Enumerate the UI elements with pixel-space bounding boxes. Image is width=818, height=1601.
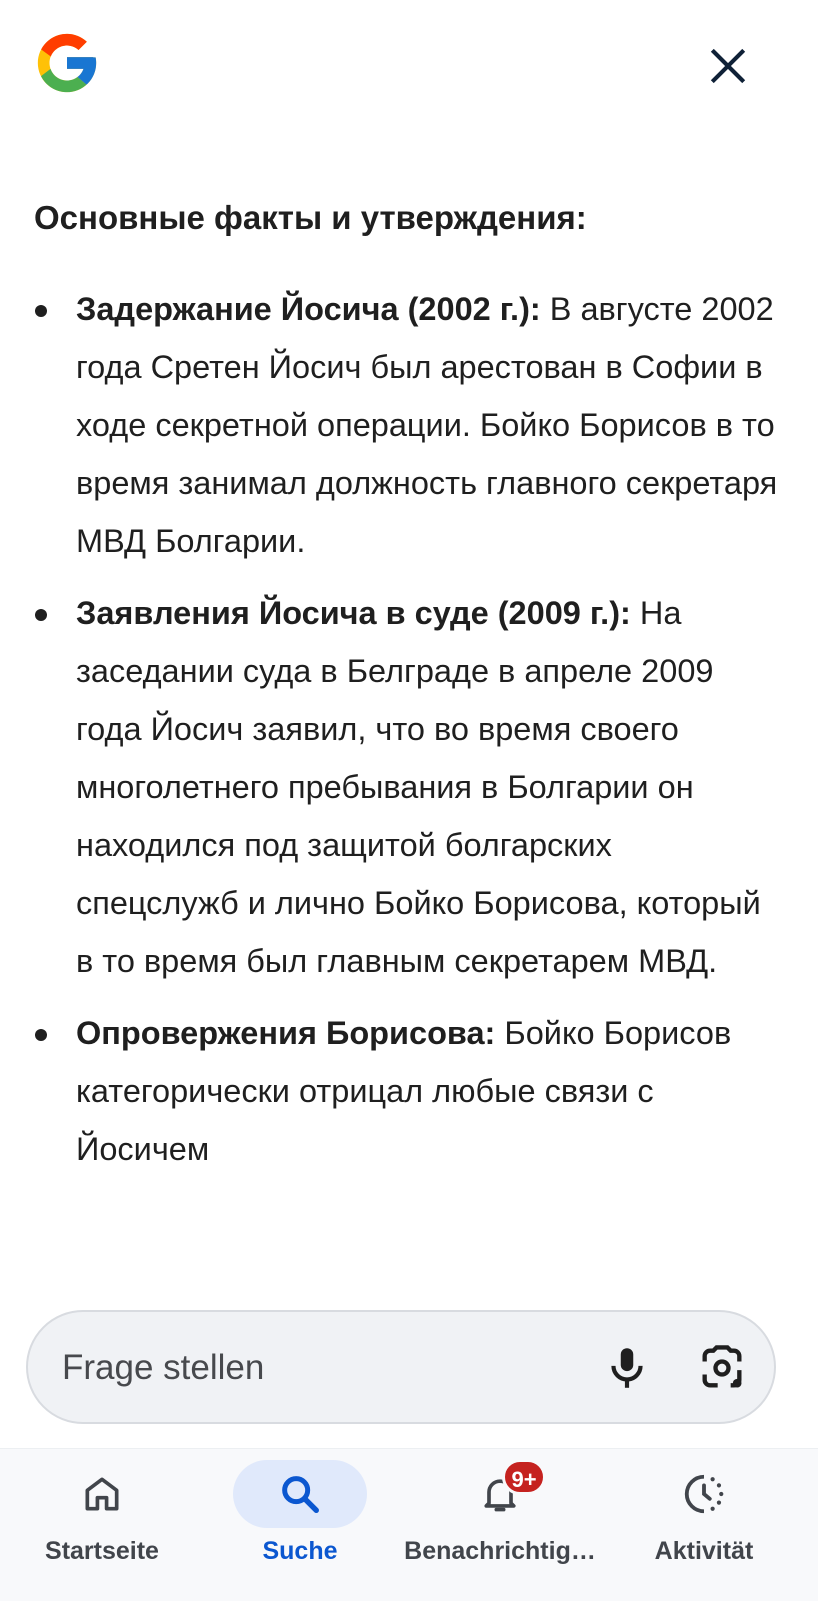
close-button[interactable] (700, 38, 756, 94)
home-icon (80, 1472, 124, 1516)
fact-title: Задержание Йосича (2002 г.): (76, 291, 541, 327)
microphone-button[interactable] (602, 1342, 652, 1394)
nav-icon-container (433, 1460, 567, 1528)
list-item (0, 584, 818, 990)
activity-icon (681, 1471, 727, 1517)
fact-title: Заявления Йосича в суде (2009 г.): (76, 595, 631, 631)
fact-text: В августе 2002 года Сретен Йосич был арестован в Софии в ходе секретной операции. Бойко Борисов в то время занимал должность главного секретаря МВД Болгарии. (76, 291, 778, 559)
nav-icon-container (233, 1460, 367, 1528)
nav-item-suche[interactable] (198, 1449, 402, 1601)
google-logo-icon[interactable] (32, 28, 102, 98)
nav-item-benachrichtigungen[interactable] (398, 1449, 602, 1601)
bullet-icon (35, 1029, 47, 1041)
top-header (0, 0, 818, 130)
nav-label: Aktivität (654, 1537, 754, 1565)
fact-text: На заседании суда в Белграде в апреле 2009 года Йосич заявил, что во время своего многолетнего пребывания в Болгарии он находился под защитой болгарских спецслужб и лично Бойко Борисова, который в то время был главным секретарем МВД. (76, 595, 761, 979)
fact-text: Бойко Борисов категорически отрицал любые связи с Йосичем (76, 1015, 732, 1167)
close-icon (709, 47, 747, 85)
nav-item-startseite[interactable] (0, 1449, 204, 1601)
list-item (0, 280, 818, 570)
microphone-icon (602, 1342, 652, 1394)
list-item (0, 1004, 818, 1178)
answer-content[interactable] (0, 110, 818, 1312)
nav-label: Benachrichtig… (404, 1537, 596, 1565)
section-heading: Основные факты и утверждения: (34, 199, 587, 236)
nav-icon-container (35, 1460, 169, 1528)
nav-item-aktivitaet[interactable] (602, 1449, 806, 1601)
ask-input[interactable] (60, 1336, 564, 1400)
google-lens-button[interactable] (696, 1342, 748, 1394)
bottom-navigation (0, 1448, 818, 1601)
ask-bar (26, 1310, 776, 1424)
bullet-icon (35, 609, 47, 621)
facts-list (0, 280, 818, 1192)
nav-icon-container (637, 1460, 771, 1528)
search-icon (277, 1471, 323, 1517)
google-lens-icon (696, 1342, 748, 1394)
notification-badge: 9+ (502, 1459, 546, 1495)
bullet-icon (35, 305, 47, 317)
nav-label: Suche (262, 1537, 338, 1565)
nav-label: Startseite (45, 1537, 159, 1565)
fact-title: Опровержения Борисова: (76, 1015, 496, 1051)
